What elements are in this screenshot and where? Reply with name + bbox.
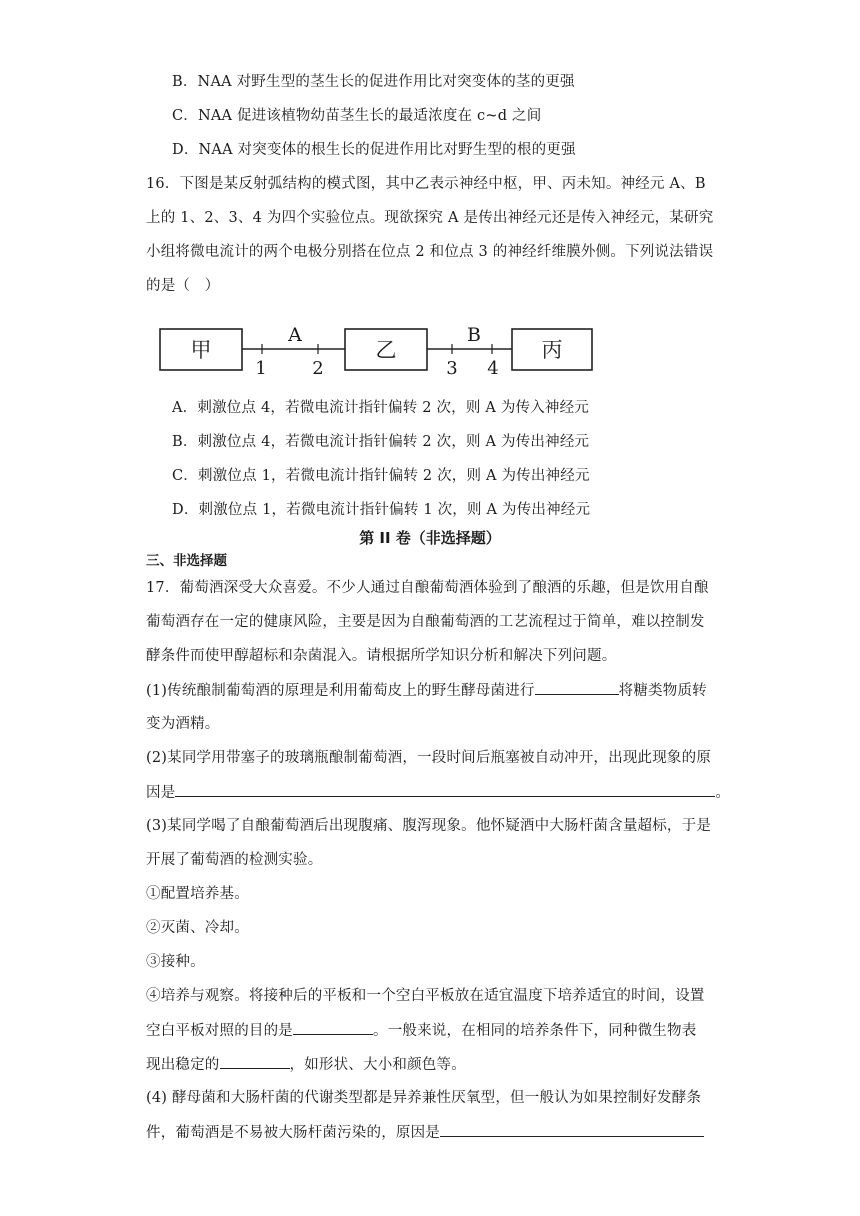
- q17-part1-line-1: [146, 680, 707, 701]
- reflex-arc-diagram: [150, 318, 600, 382]
- q17-step-4-text-d: ，如形状、大小和颜色等。: [289, 1057, 466, 1073]
- q17-part4-text: 件，葡萄酒是不易被大肠杆菌污染的，原因是: [146, 1125, 440, 1141]
- q17-part3-line-2: 开展了葡萄酒的检测实验。: [146, 852, 323, 868]
- q17-step-4-line-1: ④培养与观察。将接种后的平板和一个空白平板放在适宜温度下培养适宜的时间，设置: [146, 988, 705, 1004]
- q17-part1-text-b: 将糖类物质转: [618, 683, 707, 699]
- q17-part2-line-1: (2)某同学用带塞子的玻璃瓶酿制葡萄酒，一段时间后瓶塞被自动冲开，出现此现象的原: [146, 750, 712, 766]
- site-4-label: 4: [487, 358, 499, 379]
- q17-step-2: ②灭菌、冷却。: [146, 920, 249, 936]
- q17-part2-end: 。: [715, 785, 731, 801]
- part2-title: 第 II 卷（非选择题）: [359, 529, 501, 547]
- site-3-label: 3: [446, 358, 458, 379]
- q17-part1-answer-blank[interactable]: [535, 680, 619, 695]
- box-yi-label: 乙: [375, 338, 397, 362]
- q16-option-c: C．刺激位点 1，若微电流计指针偏转 2 次，则 A 为传出神经元: [172, 468, 590, 484]
- q17-step-4-line-2: [146, 1020, 696, 1041]
- q17-step-4-text-c: 现出稳定的: [146, 1057, 220, 1073]
- q16-option-d: D．刺激位点 1，若微电流计指针偏转 1 次，则 A 为传出神经元: [172, 502, 591, 518]
- q17-part4-line-1: (4) 酵母菌和大肠杆菌的代谢类型都是异养兼性厌氧型，但一般认为如果控制好发酵条: [146, 1090, 702, 1106]
- q16-stem-line-1: 16．下图是某反射弧结构的模式图，其中乙表示神经中枢，甲、丙未知。神经元 A、B: [146, 176, 706, 192]
- q15-option-d: D．NAA 对突变体的根生长的促进作用比对野生型的根的更强: [172, 142, 576, 158]
- q16-stem-line-2: 上的 1、2、3、4 为四个实验位点。现欲探究 A 是传出神经元还是传入神经元，某研究: [146, 210, 714, 226]
- site-1-label: 1: [255, 358, 267, 379]
- q16-stem-line-4: 的是（ ）: [146, 278, 220, 294]
- q17-part1-line-2: 变为酒精。: [146, 716, 220, 732]
- q16-stem-line-3: 小组将微电流计的两个电极分别搭在位点 2 和位点 3 的神经纤维膜外侧。下列说法错误: [146, 244, 714, 260]
- neuron-b-label: B: [467, 324, 481, 346]
- site-2-label: 2: [312, 358, 324, 379]
- box-jia-label: 甲: [190, 338, 212, 362]
- q17-part4-answer-blank[interactable]: [440, 1122, 704, 1137]
- q16-option-b: B．刺激位点 4，若微电流计指针偏转 2 次，则 A 为传出神经元: [172, 434, 590, 450]
- q17-part3-line-1: (3)某同学喝了自酿葡萄酒后出现腹痛、腹泻现象。他怀疑酒中大肠杆菌含量超标，于是: [146, 818, 712, 834]
- q17-part4-line-2: [146, 1122, 704, 1143]
- q17-step-4-answer-blank-1[interactable]: [293, 1020, 373, 1035]
- q17-step-1: ①配置培养基。: [146, 886, 249, 902]
- q17-step-4-text-a: 空白平板对照的目的是: [146, 1023, 293, 1039]
- q17-step-4-line-3: [146, 1054, 466, 1075]
- q17-part1-text-a: (1)传统酿制葡萄酒的原理是利用葡萄皮上的野生酵母菌进行: [146, 683, 535, 699]
- q17-part2-line-2: [146, 782, 730, 803]
- q17-step-4-text-b: 。一般来说，在相同的培养条件下，同种微生物表: [373, 1023, 697, 1039]
- q17-step-3: ③接种。: [146, 954, 205, 970]
- q17-step-4-answer-blank-2[interactable]: [220, 1054, 290, 1069]
- q15-option-b: B．NAA 对野生型的茎生长的促进作用比对突变体的茎的更强: [172, 74, 575, 90]
- q17-intro-line-2: 葡萄酒存在一定的健康风险，主要是因为自酿葡萄酒的工艺流程过于简单，难以控制发: [146, 614, 705, 630]
- q17-intro-line-3: 酵条件而使甲醇超标和杂菌混入。请根据所学知识分析和解决下列问题。: [146, 648, 617, 664]
- q17-part2-text: 因是: [146, 785, 176, 801]
- q16-option-a: A．刺激位点 4，若微电流计指针偏转 2 次，则 A 为传入神经元: [172, 400, 590, 416]
- box-bing-label: 丙: [541, 338, 563, 362]
- q17-intro-line-1: 17．葡萄酒深受大众喜爱。不少人通过自酿葡萄酒体验到了酿酒的乐趣，但是饮用自酿: [146, 580, 709, 596]
- q17-part2-answer-blank[interactable]: [175, 782, 715, 797]
- q15-option-c: C．NAA 促进该植物幼苗茎生长的最适浓度在 c~d 之间: [172, 108, 542, 124]
- section3-title: 三、非选择题: [146, 553, 227, 569]
- neuron-a-label: A: [288, 324, 302, 346]
